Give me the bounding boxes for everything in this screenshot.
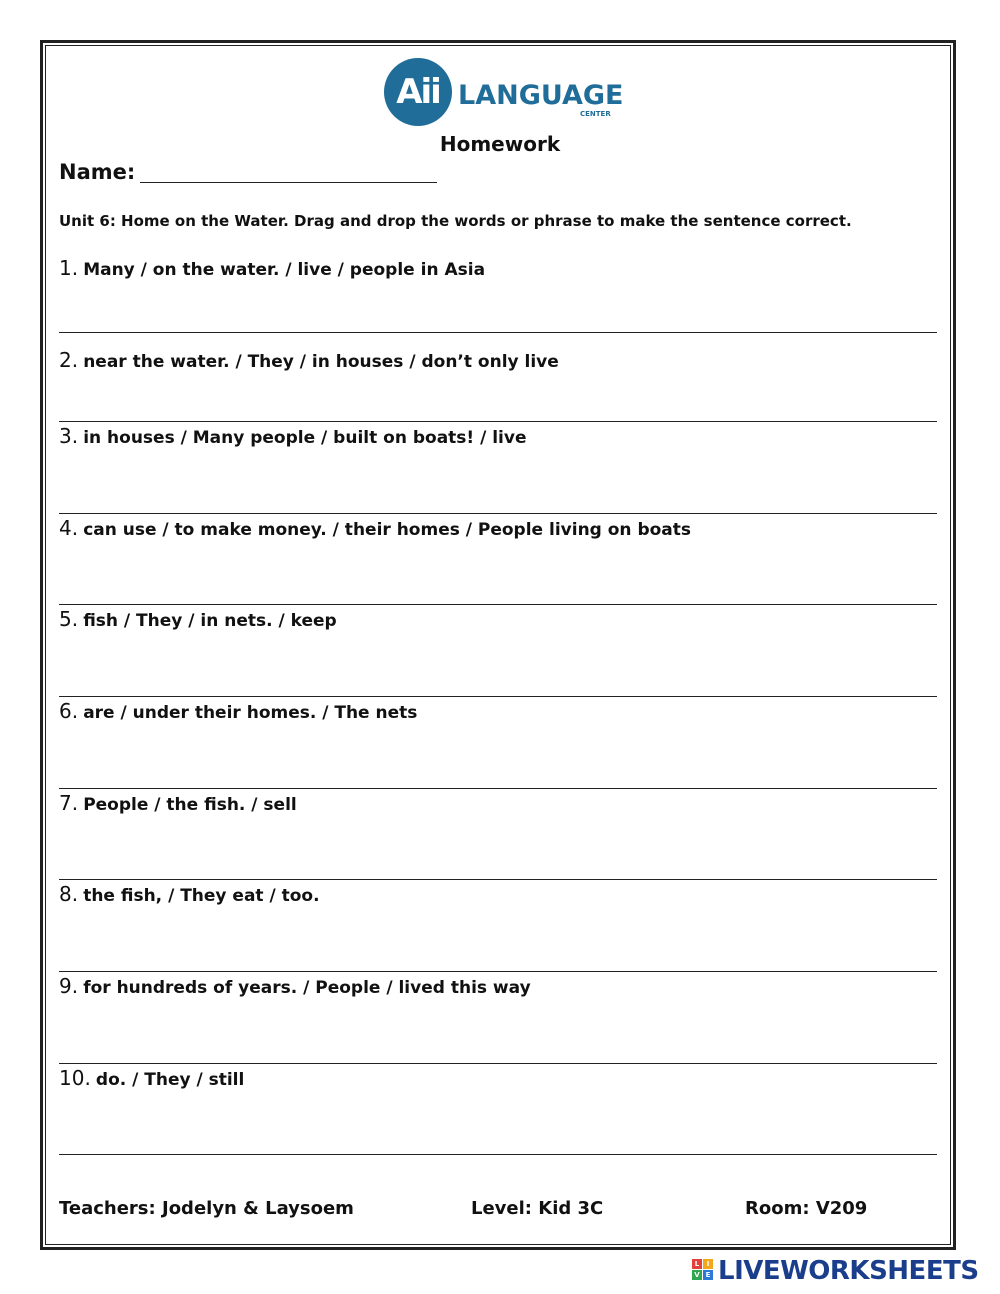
question-number: 4. <box>59 516 79 540</box>
question-10 <box>59 1066 244 1090</box>
question-4 <box>59 516 691 540</box>
question-9 <box>59 974 531 998</box>
question-1 <box>59 256 485 280</box>
logo-subtitle: CENTER <box>580 110 611 118</box>
footer-teachers: Teachers: Jodelyn & Laysoem <box>59 1198 354 1219</box>
liveworksheets-wordmark: LIVEWORKSHEETS <box>718 1256 979 1286</box>
liveworksheets-badge-icon <box>692 1259 714 1281</box>
answer-line-2[interactable] <box>59 421 937 422</box>
instructions: Unit 6: Home on the Water. Drag and drop the words or phrase to make the sentence correct. <box>59 212 852 230</box>
question-number: 1. <box>59 256 79 280</box>
name-label: Name: <box>59 160 136 184</box>
question-text[interactable]: in houses / Many people / built on boats! / live <box>83 428 527 448</box>
answer-line-8[interactable] <box>59 971 937 972</box>
badge-letter: L <box>692 1259 702 1269</box>
page-title: Homework <box>439 132 561 156</box>
aii-language-center-logo <box>384 58 624 128</box>
question-text[interactable]: are / under their homes. / The nets <box>83 703 418 723</box>
question-number: 10. <box>59 1066 91 1090</box>
liveworksheets-watermark <box>692 1256 988 1286</box>
badge-letter: I <box>703 1259 713 1269</box>
footer-level: Level: Kid 3C <box>471 1198 604 1219</box>
question-7 <box>59 791 297 815</box>
question-5 <box>59 607 337 631</box>
question-2 <box>59 348 559 372</box>
badge-letter: E <box>703 1270 713 1280</box>
question-8 <box>59 882 320 906</box>
question-number: 5. <box>59 607 79 631</box>
question-number: 9. <box>59 974 79 998</box>
answer-line-10[interactable] <box>59 1154 937 1155</box>
question-text[interactable]: Many / on the water. / live / people in Asia <box>83 260 486 280</box>
answer-line-6[interactable] <box>59 788 937 789</box>
footer-room: Room: V209 <box>745 1198 868 1219</box>
answer-line-3[interactable] <box>59 513 937 514</box>
logo-mark: Aii <box>384 58 452 126</box>
question-text[interactable]: People / the fish. / sell <box>83 795 297 815</box>
logo-wordmark: LANGUAGE <box>458 80 624 111</box>
question-text[interactable]: can use / to make money. / their homes / People living on boats <box>83 520 692 540</box>
question-number: 3. <box>59 424 79 448</box>
question-number: 2. <box>59 348 79 372</box>
question-text[interactable]: do. / They / still <box>95 1070 245 1090</box>
badge-letter: V <box>692 1270 702 1280</box>
question-text[interactable]: near the water. / They / in houses / don’t only live <box>83 352 559 372</box>
question-number: 8. <box>59 882 79 906</box>
question-number: 7. <box>59 791 79 815</box>
name-input-line[interactable] <box>140 182 437 183</box>
question-6 <box>59 699 417 723</box>
question-number: 6. <box>59 699 79 723</box>
answer-line-1[interactable] <box>59 332 937 333</box>
answer-line-9[interactable] <box>59 1063 937 1064</box>
question-text[interactable]: fish / They / in nets. / keep <box>83 611 337 631</box>
question-3 <box>59 424 526 448</box>
question-text[interactable]: the fish, / They eat / too. <box>83 886 320 906</box>
answer-line-4[interactable] <box>59 604 937 605</box>
answer-line-7[interactable] <box>59 879 937 880</box>
question-text[interactable]: for hundreds of years. / People / lived this way <box>83 978 531 998</box>
answer-line-5[interactable] <box>59 696 937 697</box>
